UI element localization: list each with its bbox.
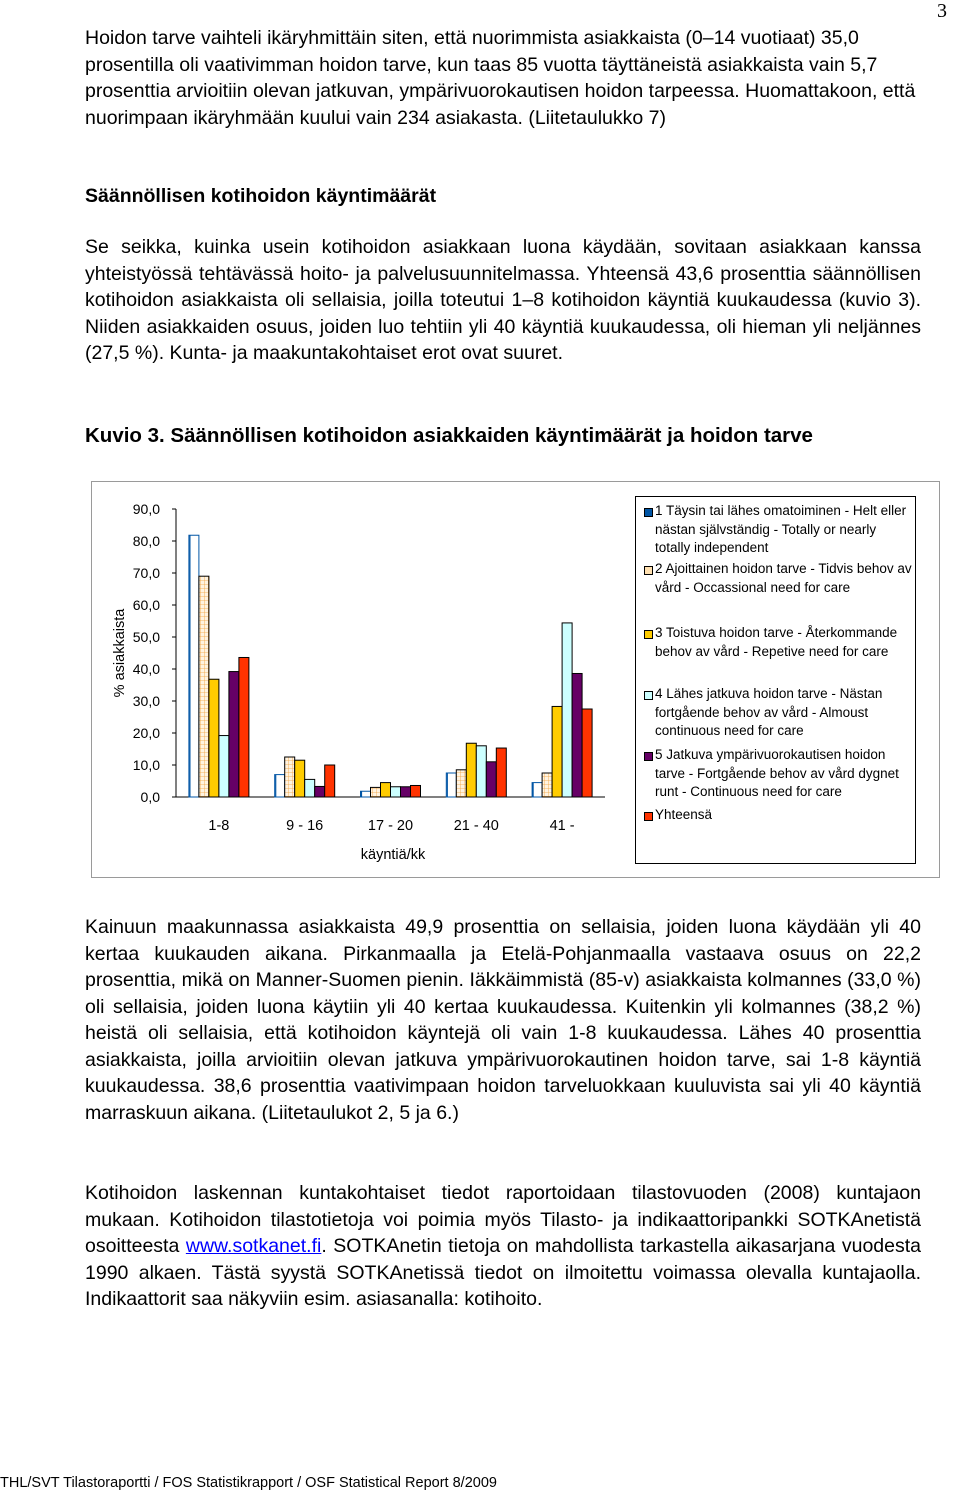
section-heading: Säännöllisen kotihoidon käyntimäärät xyxy=(85,185,437,207)
bar xyxy=(371,787,381,797)
footer: THL/SVT Tilastoraportti / FOS Statistikrapport / OSF Statistical Report 8/2009 xyxy=(0,1475,497,1491)
bar xyxy=(572,673,582,797)
figure-title: Kuvio 3. Säännöllisen kotihoidon asiakkaiden käyntimäärät ja hoidon tarve xyxy=(85,424,813,447)
bar xyxy=(381,783,391,797)
y-tick-label: 90,0 xyxy=(132,501,160,517)
y-tick-label: 20,0 xyxy=(132,725,160,741)
bar xyxy=(466,743,476,797)
legend-label: 3 Toistuva hoidon tarve - Återkommande behov av vård - Repetive need for care xyxy=(655,625,898,659)
bar xyxy=(325,765,335,797)
bar xyxy=(456,770,466,797)
legend-swatch xyxy=(644,508,653,517)
bar xyxy=(486,762,496,797)
legend-swatch xyxy=(644,752,653,761)
bar xyxy=(496,748,506,797)
legend-swatch xyxy=(644,630,653,639)
bar xyxy=(219,736,229,797)
y-tick-label: 50,0 xyxy=(132,629,160,645)
legend-swatch xyxy=(644,812,653,821)
x-tick-label: 17 - 20 xyxy=(367,818,414,834)
bar xyxy=(285,757,295,797)
bar xyxy=(209,679,219,797)
bar xyxy=(391,787,401,797)
y-tick-label: 80,0 xyxy=(132,533,160,549)
page-number: 3 xyxy=(937,0,947,22)
legend-label: 5 Jatkuva ympärivuorokautisen hoidon tarve - Fortgående behov av vård dygnet runt - Continuous need for care xyxy=(655,747,899,800)
bar xyxy=(542,773,552,797)
bar xyxy=(582,709,592,797)
sotkanet-text-before: Kotihoidon laskennan kuntakohtaiset tiedot raportoidaan tilastovuoden (2008) kuntajaon mukaan. Kotihoidon tilastotietoja voi poimia myös Tilasto- ja indikaattoripankki SOTKAnetistä osoitteesta xyxy=(85,1182,921,1257)
y-tick-label: 40,0 xyxy=(132,661,160,677)
intro-paragraph: Hoidon tarve vaihteli ikäryhmittäin siten, että nuorimmista asiakkaista (0–14 vuotiaat) 35,0 prosentilla oli vaativimman hoidon tarve, kun taas 85 vuotta täyttäneistä asiakkaista vain 5,7 prosenttia arvioitiin olevan jatkuvan, ympärivuorokautisen hoidon tarpeessa. Huomattakoon, että nuorimpaan ikäryhmään kuului vain 234 asiakasta. (Liitetaulukko 7) xyxy=(85,27,916,129)
y-tick-label: 30,0 xyxy=(132,693,160,709)
y-tick-label: 10,0 xyxy=(132,757,160,773)
legend-swatch xyxy=(644,691,653,700)
bar xyxy=(315,786,325,797)
legend-label: 4 Lähes jatkuva hoidon tarve - Nästan fortgående behov av vård - Almoust continuous need for care xyxy=(655,686,883,739)
y-tick-label: 0,0 xyxy=(140,789,160,805)
bar xyxy=(295,760,305,797)
y-axis-title: % asiakkaista xyxy=(112,608,128,698)
x-tick-label: 41 - xyxy=(549,818,575,834)
y-tick-label: 70,0 xyxy=(132,565,160,581)
bar xyxy=(476,746,486,797)
bar xyxy=(239,657,249,797)
bar xyxy=(229,672,239,797)
chart-legend xyxy=(635,496,916,864)
legend-label: Yhteensä xyxy=(655,807,713,822)
bar xyxy=(199,576,209,797)
bar xyxy=(401,787,411,797)
bar xyxy=(305,779,315,797)
x-tick-label: 21 - 40 xyxy=(453,818,499,834)
y-tick-label: 60,0 xyxy=(132,597,160,613)
bar xyxy=(552,706,562,797)
x-axis-title: käyntiä/kk xyxy=(360,847,426,863)
legend-label: 1 Täysin tai lähes omatoiminen - Helt eller nästan självständig - Totally or nearly totally independent xyxy=(655,503,907,556)
bar xyxy=(562,623,572,797)
x-tick-label: 9 - 16 xyxy=(286,818,324,834)
paragraph-kainuu: Kainuun maakunnassa asiakkaista 49,9 prosenttia on sellaisia, joiden luona käydään yli 40 kertaa kuukauden aikana. Pirkanmaalla ja Etelä-Pohjanmaalla vastaava osuus on 22,2 prosenttia, mikä on Manner-Suomen pienin. Iäkkäimmistä (85-v) asiakkaista kolmannes (33,0 %) oli sellaisia, joiden luona käytiin yli 40 kertaa kuukaudessa. Kuitenkin yli kolmannes (38,2 %) heistä oli sellaisia, että kotihoidon käyntejä oli vain 1-8 kuukaudessa. Lähes 40 prosenttia asiakkaista, joilla arvioitiin olevan jatkuva ympärivuorokautinen hoidon tarve, sai 1-8 käyntiä kuukaudessa. 38,6 prosenttia vaativimpaan hoidon tarveluokkaan kuuluvista sai yli 40 käyntiä marraskuun aikana. (Liitetaulukot 2, 5 ja 6.) xyxy=(85,916,921,1124)
bar xyxy=(411,785,421,797)
paragraph-sotkanet xyxy=(85,1180,921,1313)
sotkanet-text-after: . SOTKAnetin tietoja on mahdollista tarkastella aikasarjana vuodesta 1990 alkaen. Tästä syystä SOTKAnetissä tiedot on ilmoitettu voimassa olevalla kuntajaolla. Indikaattorit saa näkyviin esim. asiasanalla: kotihoito. xyxy=(85,1235,922,1310)
legend-label: 2 Ajoittainen hoidon tarve - Tidvis behov av vård - Occassional need for care xyxy=(655,561,912,595)
legend-swatch xyxy=(644,566,653,575)
sotkanet-link[interactable]: www.sotkanet.fi xyxy=(185,1235,322,1257)
x-tick-label: 1-8 xyxy=(208,818,230,834)
section-paragraph: Se seikka, kuinka usein kotihoidon asiakkaan luona käydään, sovitaan asiakkaan kanssa yhteistyössä tehtävässä hoito- ja palvelusuunnitelmassa. Yhteensä 43,6 prosenttia säännöllisen kotihoidon asiakkaista oli sellaisia, joilla toteutui 1–8 kotihoidon käyntiä kuukaudessa (kuvio 3). Niiden asiakkaiden osuus, joiden luo tehtiin yli 40 käyntiä kuukaudessa, oli hieman yli neljännes (27,5 %). Kunta- ja maakuntakohtaiset erot ovat suuret. xyxy=(85,236,921,364)
